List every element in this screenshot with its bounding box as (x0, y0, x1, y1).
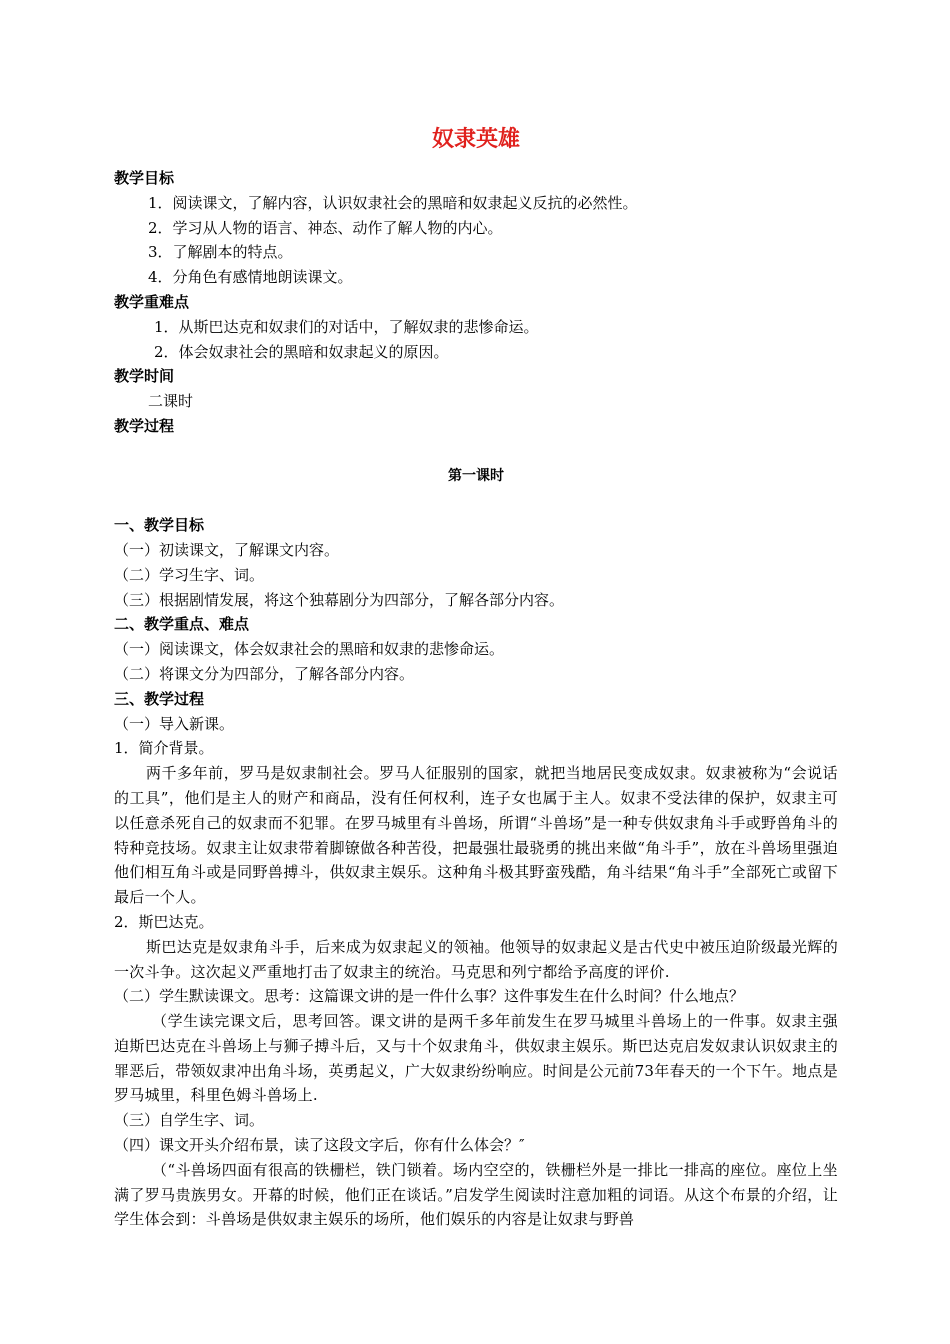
background-paragraph: 两千多年前，罗马是奴隶制社会。罗马人征服别的国家，就把当地居民变成奴隶。奴隶被称为“会说话的工具”，他们是主人的财产和商品，没有任何权利，连子女也属于主人。奴隶不受法律的保护，奴隶主可以任意杀死自己的奴隶而不犯罪。在罗马城里有斗兽场，所谓“斗兽场”是一种专供奴隶角斗手或野兽角斗的特种竞技场。奴隶主让奴隶带着脚镣做各种苦役，把最强壮最骁勇的挑出来做“角斗手”，放在斗兽场里强迫他们相互角斗或是同野兽搏斗，供奴隶主娱乐。这种角斗极其野蛮残酷，角斗结果“角斗手”全部死亡或留下最后一个人。 (114, 764, 838, 907)
background-heading: 1．简介背景。 (114, 739, 214, 758)
lesson-key-heading: 二、教学重点、难点 (114, 615, 250, 634)
process-step: （一）导入新课。 (114, 714, 235, 733)
lesson-heading: 第一课时 (448, 467, 504, 484)
goal-item: 2．学习从人物的语言、神态、动作了解人物的内心。 (148, 218, 503, 237)
process-step: （二）学生默读课文。思考：这篇课文讲的是一件什么事？这件事发生在什么时间？什么地点？ (114, 987, 745, 1006)
goal-item: 1．阅读课文，了解内容，认识奴隶社会的黑暗和奴隶起义反抗的必然性。 (148, 193, 638, 212)
spartacus-heading: 2．斯巴达克。 (114, 912, 214, 931)
section-heading-time: 教学时间 (114, 367, 175, 386)
spartacus-paragraph: 斯巴达克是奴隶角斗手，后来成为奴隶起义的领袖。他领导的奴隶起义是古代史中被压迫阶级最光辉的一次斗争。这次起义严重地打击了奴隶主的统治。马克思和列宁都给予高度的评价. (114, 937, 838, 981)
lesson-goal-item: （一）初读课文，了解课文内容。 (114, 540, 340, 559)
section-heading-key: 教学重难点 (114, 292, 190, 311)
process-step: （四）课文开头介绍布景，读了这段文字后，你有什么体会？″ (114, 1136, 525, 1155)
section-heading-process: 教学过程 (114, 416, 175, 435)
goal-item: 3．了解剧本的特点。 (148, 243, 293, 262)
lesson-goal-item: （三）根据剧情发展，将这个独幕剧分为四部分，了解各部分内容。 (114, 590, 565, 609)
process-step: （三）自学生字、词。 (114, 1111, 265, 1130)
document-title: 奴隶英雄 (431, 127, 520, 152)
section-heading-goals: 教学目标 (114, 169, 175, 187)
answer-paragraph: （学生读完课文后，思考回答。课文讲的是两千多年前发生在罗马城里斗兽场上的一件事。奴隶主强迫斯巴达克在斗兽场上与狮子搏斗后，又与十个奴隶角斗，供奴隶主娱乐。斯巴达克启发奴隶认识奴隶主的罪恶后，带领奴隶冲出角斗场，英勇起义，广大奴隶纷纷响应。时间是公元前73年春天的一个下午。地点是罗马城里，科里色姆斗兽场上. (114, 1012, 838, 1105)
answer-paragraph: （“斗兽场四面有很高的铁栅栏，铁门锁着。场内空空的，铁栅栏外是一排比一排高的座位。座位上坐满了罗马贵族男女。开幕的时候，他们正在谈话。”启发学生阅读时注意加粗的词语。从这个布景的介绍，让学生体会到：斗兽场是供奴隶主娱乐的场所，他们娱乐的内容是让奴隶与野兽 (114, 1160, 838, 1229)
key-item: 1．从斯巴达克和奴隶们的对话中，了解奴隶的悲惨命运。 (154, 317, 539, 336)
document-page (114, 120, 838, 1232)
lesson-process-heading: 三、教学过程 (114, 689, 205, 708)
lesson-goals-heading: 一、教学目标 (114, 516, 205, 535)
time-value: 二课时 (148, 392, 194, 411)
goal-item: 4．分角色有感情地朗读课文。 (148, 268, 353, 287)
lesson-key-item: （一）阅读课文，体会奴隶社会的黑暗和奴隶的悲惨命运。 (114, 640, 505, 659)
lesson-key-item: （二）将课文分为四部分，了解各部分内容。 (114, 664, 415, 683)
key-item: 2．体会奴隶社会的黑暗和奴隶起义的原因。 (154, 342, 449, 361)
lesson-goal-item: （二）学习生字、词。 (114, 565, 265, 584)
